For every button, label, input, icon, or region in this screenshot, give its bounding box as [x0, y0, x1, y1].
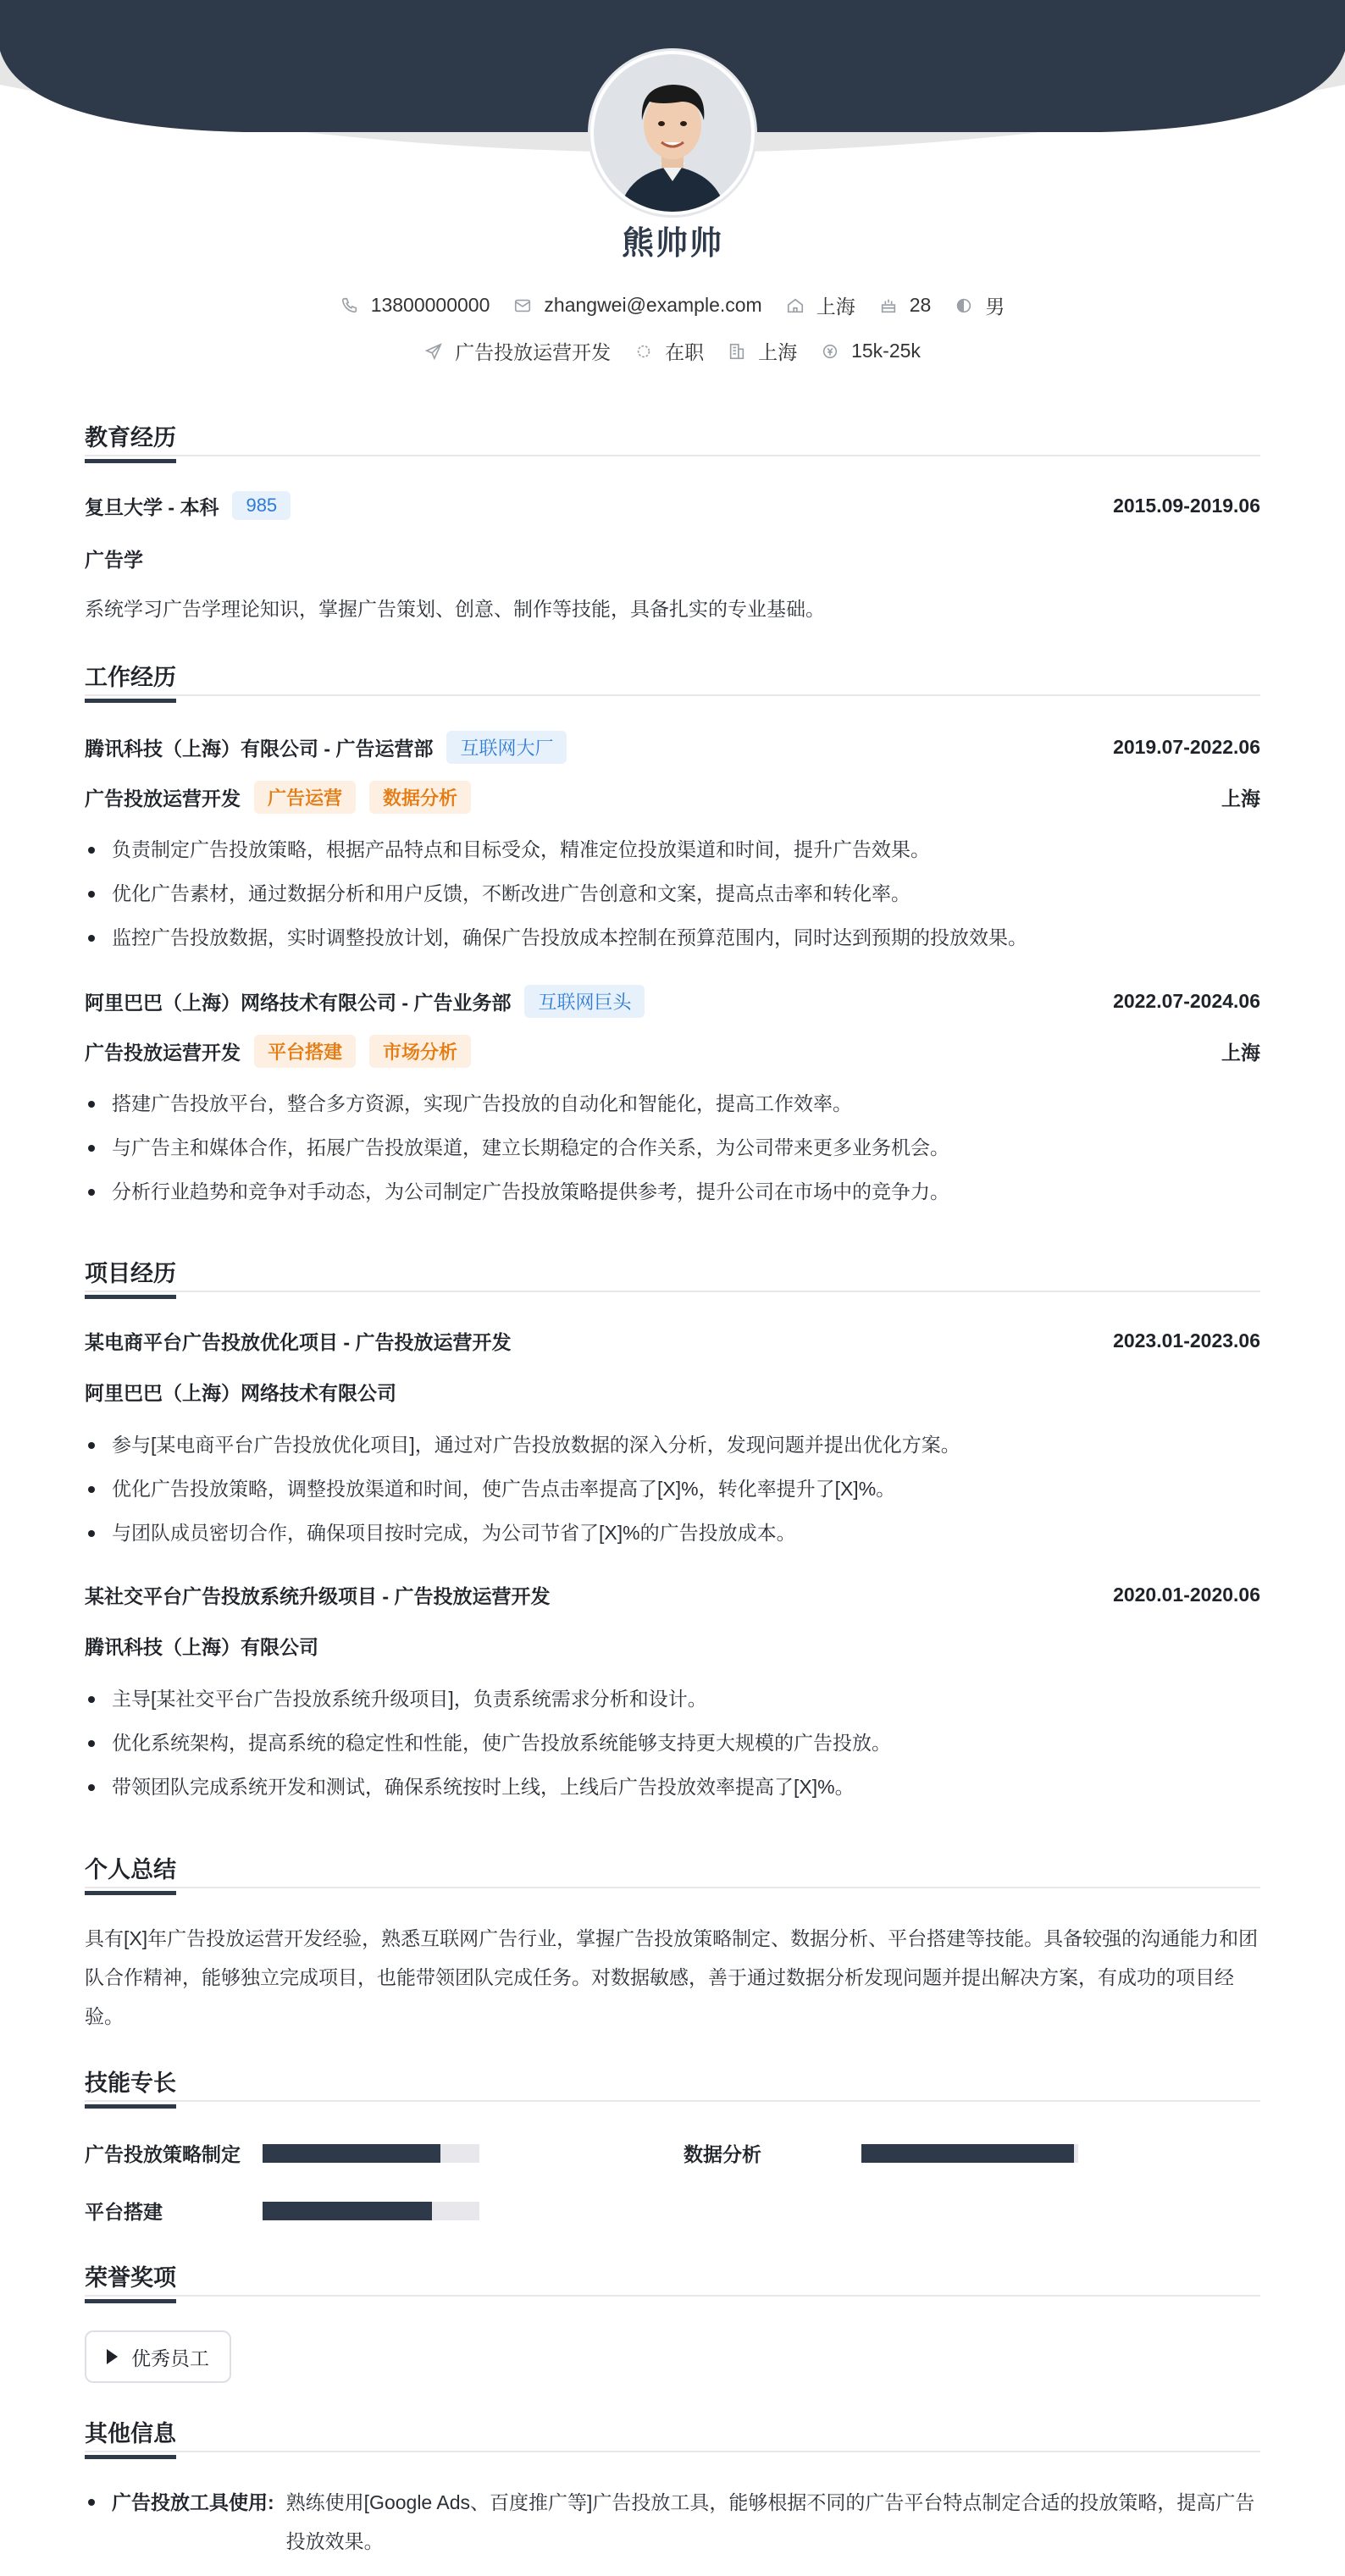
work-1-role-row [85, 781, 1260, 814]
section-work-title: 工作经历 [85, 659, 1260, 696]
work-skill-tag: 市场分析 [369, 1035, 471, 1068]
section-other-title: 其他信息 [85, 2415, 1260, 2452]
project-1-bullets [85, 1423, 1260, 1555]
skill-name: 广告投放策略制定 [85, 2143, 241, 2165]
intent-info-row [0, 337, 1345, 365]
list-item: 主导[某社交平台广告投放系统升级项目]，负责系统需求分析和设计。 [85, 1677, 1260, 1721]
other-info-value: 熟练使用[Google Ads、百度推广等]广告投放工具，能够根据不同的广告平台特点制定合适的投放策略，提高广告投放效果。 [285, 2491, 1255, 2552]
phone-icon [340, 296, 359, 315]
list-item: 监控广告投放数据，实时调整投放计划，确保广告投放成本控制在预算范围内，同时达到预期的投放效果。 [85, 915, 1260, 959]
education-tag: 985 [232, 491, 291, 520]
job-intent-text: 广告投放运营开发 [455, 341, 612, 363]
building-icon [728, 342, 746, 361]
age-info [879, 294, 932, 317]
list-item: 带领团队完成系统开发和测试，确保系统按时上线，上线后广告投放效率提高了[X]%。 [85, 1765, 1260, 1809]
work-2-bullets [85, 1081, 1260, 1213]
work-city: 上海 [1221, 1042, 1260, 1064]
list-item: 优化广告素材，通过数据分析和用户反馈，不断改进广告创意和文案，提高点击率和转化率。 [85, 871, 1260, 915]
list-item: 搭建广告投放平台，整合多方资源，实现广告投放的自动化和智能化，提高工作效率。 [85, 1081, 1260, 1125]
list-item: 参与[某电商平台广告投放优化项目]，通过对广告投放数据的深入分析，发现问题并提出优化方案。 [85, 1423, 1260, 1467]
project-period: 2020.01-2020.06 [1113, 1584, 1260, 1606]
work-2-header [85, 985, 1260, 1018]
section-awards-title: 荣誉奖项 [85, 2259, 1260, 2297]
candidate-name: 熊帅帅 [621, 226, 723, 262]
project-title: 某电商平台广告投放优化项目 - 广告投放运营开发 [85, 1331, 512, 1353]
skill-level-bar [263, 2144, 479, 2163]
contact-info-row [0, 291, 1345, 319]
education-major: 广告学 [85, 549, 143, 571]
email-info [513, 294, 761, 317]
list-item: 与团队成员密切合作，确保项目按时完成，为公司节省了[X]%的广告投放成本。 [85, 1511, 1260, 1555]
work-company-tag: 互联网巨头 [524, 985, 645, 1018]
list-item: 优化广告投放策略，调整投放渠道和时间，使广告点击率提高了[X]%，转化率提升了[X]%。 [85, 1467, 1260, 1511]
education-period: 2015.09-2019.06 [1113, 494, 1260, 517]
project-2-bullets [85, 1677, 1260, 1809]
education-school: 复旦大学 - 本科 [85, 495, 219, 518]
salary-text: 15k-25k [851, 340, 921, 362]
age-text: 28 [909, 294, 932, 316]
mail-icon [513, 296, 532, 315]
city-text: 上海 [816, 296, 855, 318]
section-summary-title: 个人总结 [85, 1851, 1260, 1888]
project-title: 某社交平台广告投放系统升级项目 - 广告投放运营开发 [85, 1585, 551, 1607]
work-role: 广告投放运营开发 [85, 1042, 241, 1064]
send-icon [424, 342, 443, 361]
education-desc: 系统学习广告学理论知识，掌握广告策划、创意、制作等技能，具备扎实的专业基础。 [85, 598, 825, 620]
money-icon [821, 342, 839, 361]
work-1-header [85, 731, 1260, 764]
other-info-item [85, 2483, 1260, 2561]
section-skills-title: 技能专长 [85, 2065, 1260, 2102]
status-icon [634, 342, 653, 361]
education-header [85, 491, 1260, 520]
work-skill-tag: 平台搭建 [254, 1035, 356, 1068]
other-info-label: 广告投放工具使用: [112, 2491, 274, 2513]
skill-name: 平台搭建 [85, 2201, 163, 2223]
section-projects-title: 项目经历 [85, 1255, 1260, 1292]
phone-text: 13800000000 [370, 294, 490, 316]
work-city: 上海 [1221, 788, 1260, 810]
list-item: 分析行业趋势和竞争对手动态，为公司制定广告投放策略提供参考，提升公司在市场中的竞争力。 [85, 1169, 1260, 1213]
list-item: 优化系统架构，提高系统的稳定性和性能，使广告投放系统能够支持更大规模的广告投放。 [85, 1721, 1260, 1765]
skill-item [684, 2139, 1078, 2167]
work-skill-tag: 广告运营 [254, 781, 356, 814]
job-intent-info [424, 337, 611, 365]
work-2-role-row [85, 1035, 1260, 1068]
work-company-tag: 互联网大厂 [446, 731, 567, 764]
salary-info [821, 340, 921, 362]
work-period: 2019.07-2022.06 [1113, 736, 1260, 758]
avatar [590, 51, 755, 215]
phone-info [340, 294, 490, 317]
play-icon [107, 2349, 118, 2364]
expected-city-info [728, 337, 797, 365]
skill-level-bar [263, 2202, 479, 2220]
project-company: 腾讯科技（上海）有限公司 [85, 1636, 318, 1658]
work-role: 广告投放运营开发 [85, 788, 241, 810]
expected-city-text: 上海 [758, 341, 798, 363]
list-item: 与广告主和媒体合作，拓展广告投放渠道，建立长期稳定的合作关系，为公司带来更多业务机会。 [85, 1125, 1260, 1169]
section-education-title: 教育经历 [85, 419, 1260, 456]
work-1-bullets [85, 827, 1260, 959]
work-company: 腾讯科技（上海）有限公司 - 广告运营部 [85, 738, 434, 760]
email-text: zhangwei@example.com [544, 294, 762, 316]
award-item[interactable] [85, 2330, 231, 2383]
summary-text: 具有[X]年广告投放运营开发经验，熟悉互联网广告行业，掌握广告投放策略制定、数据分析、平台搭建等技能。具备较强的沟通能力和团队合作精神，能够独立完成项目，也能带领团队完成任务。对数据敏感，善于通过数据分析发现问题并提出解决方案，有成功的项目经验。 [85, 1927, 1259, 2027]
gender-text: 男 [985, 296, 1005, 318]
status-info [634, 337, 704, 365]
project-2-header [85, 1581, 1260, 1609]
gender-info [955, 291, 1005, 319]
project-1-header [85, 1327, 1260, 1355]
status-text: 在职 [665, 341, 705, 363]
skill-item [85, 2197, 479, 2225]
work-skill-tag: 数据分析 [369, 781, 471, 814]
home-icon [786, 296, 805, 315]
skill-item [85, 2139, 479, 2167]
skill-name: 数据分析 [684, 2143, 761, 2165]
project-period: 2023.01-2023.06 [1113, 1329, 1260, 1352]
gender-icon [955, 296, 973, 315]
skill-level-bar [861, 2144, 1078, 2163]
work-period: 2022.07-2024.06 [1113, 990, 1260, 1012]
work-company: 阿里巴巴（上海）网络技术有限公司 - 广告业务部 [85, 992, 512, 1014]
project-company: 阿里巴巴（上海）网络技术有限公司 [85, 1382, 396, 1404]
list-item: 负责制定广告投放策略，根据产品特点和目标受众，精准定位投放渠道和时间，提升广告效果。 [85, 827, 1260, 871]
award-label: 优秀员工 [131, 2347, 209, 2369]
city-info [786, 291, 855, 319]
cake-icon [879, 296, 898, 315]
